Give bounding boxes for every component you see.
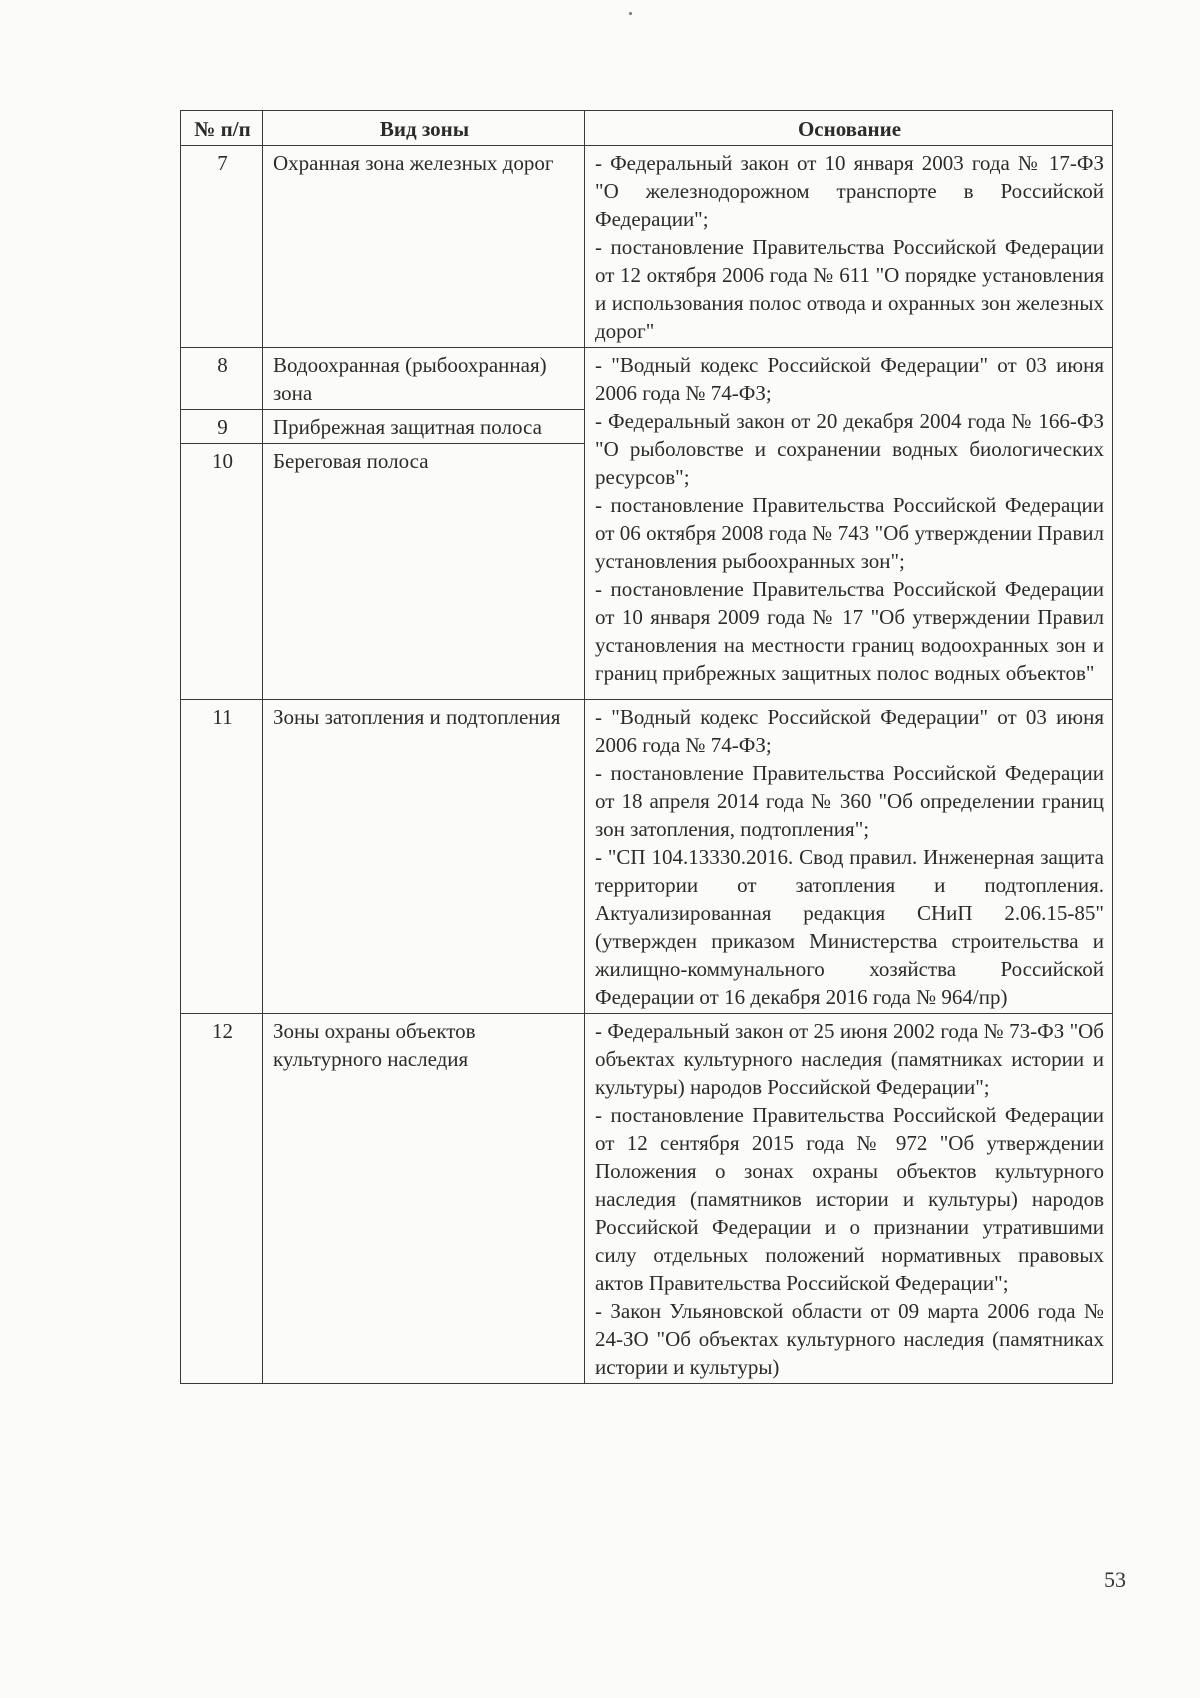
- basis-item: - постановление Правительства Российской Федерации от 12 октября 2006 года № 611 "О порядке установления и использования полос отвода и охранных зон железных дорог": [595, 235, 1104, 343]
- basis-item: - "Водный кодекс Российской Федерации" от 03 июня 2006 года № 74-ФЗ;: [595, 705, 1104, 757]
- basis-item: - постановление Правительства Российской Федерации от 12 сентября 2015 года № 972 "Об утверждении Положения о зонах охраны объектов культурного наследия (памятников истории и культуры) народов Российской Федерации и о признании утратившими силу отдельных положений нормативных правовых актов Правительства Российской Федерации";: [595, 1103, 1104, 1295]
- basis-item: - Закон Ульяновской области от 09 марта 2006 года № 24-ЗО "Об объектах культурного наследия (памятниках истории и культуры): [595, 1299, 1104, 1379]
- zone-type-cell: Береговая полоса: [263, 444, 585, 700]
- zone-type-cell: Охранная зона железных дорог: [263, 146, 585, 348]
- basis-item: - постановление Правительства Российской Федерации от 06 октября 2008 года № 743 "Об утверждении Правил установления рыбоохранных зон";: [595, 493, 1104, 573]
- row-number: 8: [181, 348, 263, 410]
- scan-speck: [629, 12, 632, 15]
- header-zone-type: Вид зоны: [263, 111, 585, 146]
- basis-item: - "СП 104.13330.2016. Свод правил. Инженерная защита территории от затопления и подтопления. Актуализированная редакция СНиП 2.06.15-85" (утвержден приказом Министерства строительства и жилищно-коммунального хозяйства Российской Федерации от 16 декабря 2016 года № 964/пр): [595, 845, 1104, 1009]
- basis-item: - "Водный кодекс Российской Федерации" от 03 июня 2006 года № 74-ФЗ;: [595, 353, 1104, 405]
- row-number: 12: [181, 1014, 263, 1384]
- basis-item: - постановление Правительства Российской Федерации от 10 января 2009 года № 17 "Об утверждении Правил установления на местности границ водоохранных зон и границ прибрежных защитных полос водных объектов": [595, 577, 1104, 685]
- basis-cell: [585, 1014, 1113, 1384]
- table-row: [181, 700, 1113, 1014]
- header-number: № п/п: [181, 111, 263, 146]
- basis-item: - Федеральный закон от 25 июня 2002 года № 73-ФЗ "Об объектах культурного наследия (памятниках истории и культуры) народов Российской Федерации";: [595, 1019, 1104, 1099]
- row-number: 9: [181, 410, 263, 444]
- document-page: [180, 110, 1112, 1384]
- table-header-row: [181, 111, 1113, 146]
- basis-item: - Федеральный закон от 10 января 2003 года № 17-ФЗ "О железнодорожном транспорте в Российской Федерации";: [595, 151, 1104, 231]
- table-row: [181, 348, 1113, 410]
- zone-type-cell: Прибрежная защитная полоса: [263, 410, 585, 444]
- table-row: [181, 1014, 1113, 1384]
- basis-item: - Федеральный закон от 20 декабря 2004 года № 166-ФЗ "О рыболовстве и сохранении водных биологических ресурсов";: [595, 409, 1104, 489]
- table-row: [181, 146, 1113, 348]
- zone-type-cell: Зоны охраны объектов культурного наследия: [263, 1014, 585, 1384]
- page-number: 53: [1104, 1567, 1126, 1592]
- basis-cell: [585, 146, 1113, 348]
- basis-cell: [585, 700, 1113, 1014]
- row-number: 11: [181, 700, 263, 1014]
- zone-type-cell: Зоны затопления и подтопления: [263, 700, 585, 1014]
- header-basis: Основание: [585, 111, 1113, 146]
- row-number: 7: [181, 146, 263, 348]
- zones-table: [180, 110, 1113, 1384]
- row-number: 10: [181, 444, 263, 700]
- basis-item: - постановление Правительства Российской Федерации от 18 апреля 2014 года № 360 "Об определении границ зон затопления, подтопления";: [595, 761, 1104, 841]
- shared-basis-cell: [585, 348, 1113, 700]
- zone-type-cell: Водоохранная (рыбоохранная) зона: [263, 348, 585, 410]
